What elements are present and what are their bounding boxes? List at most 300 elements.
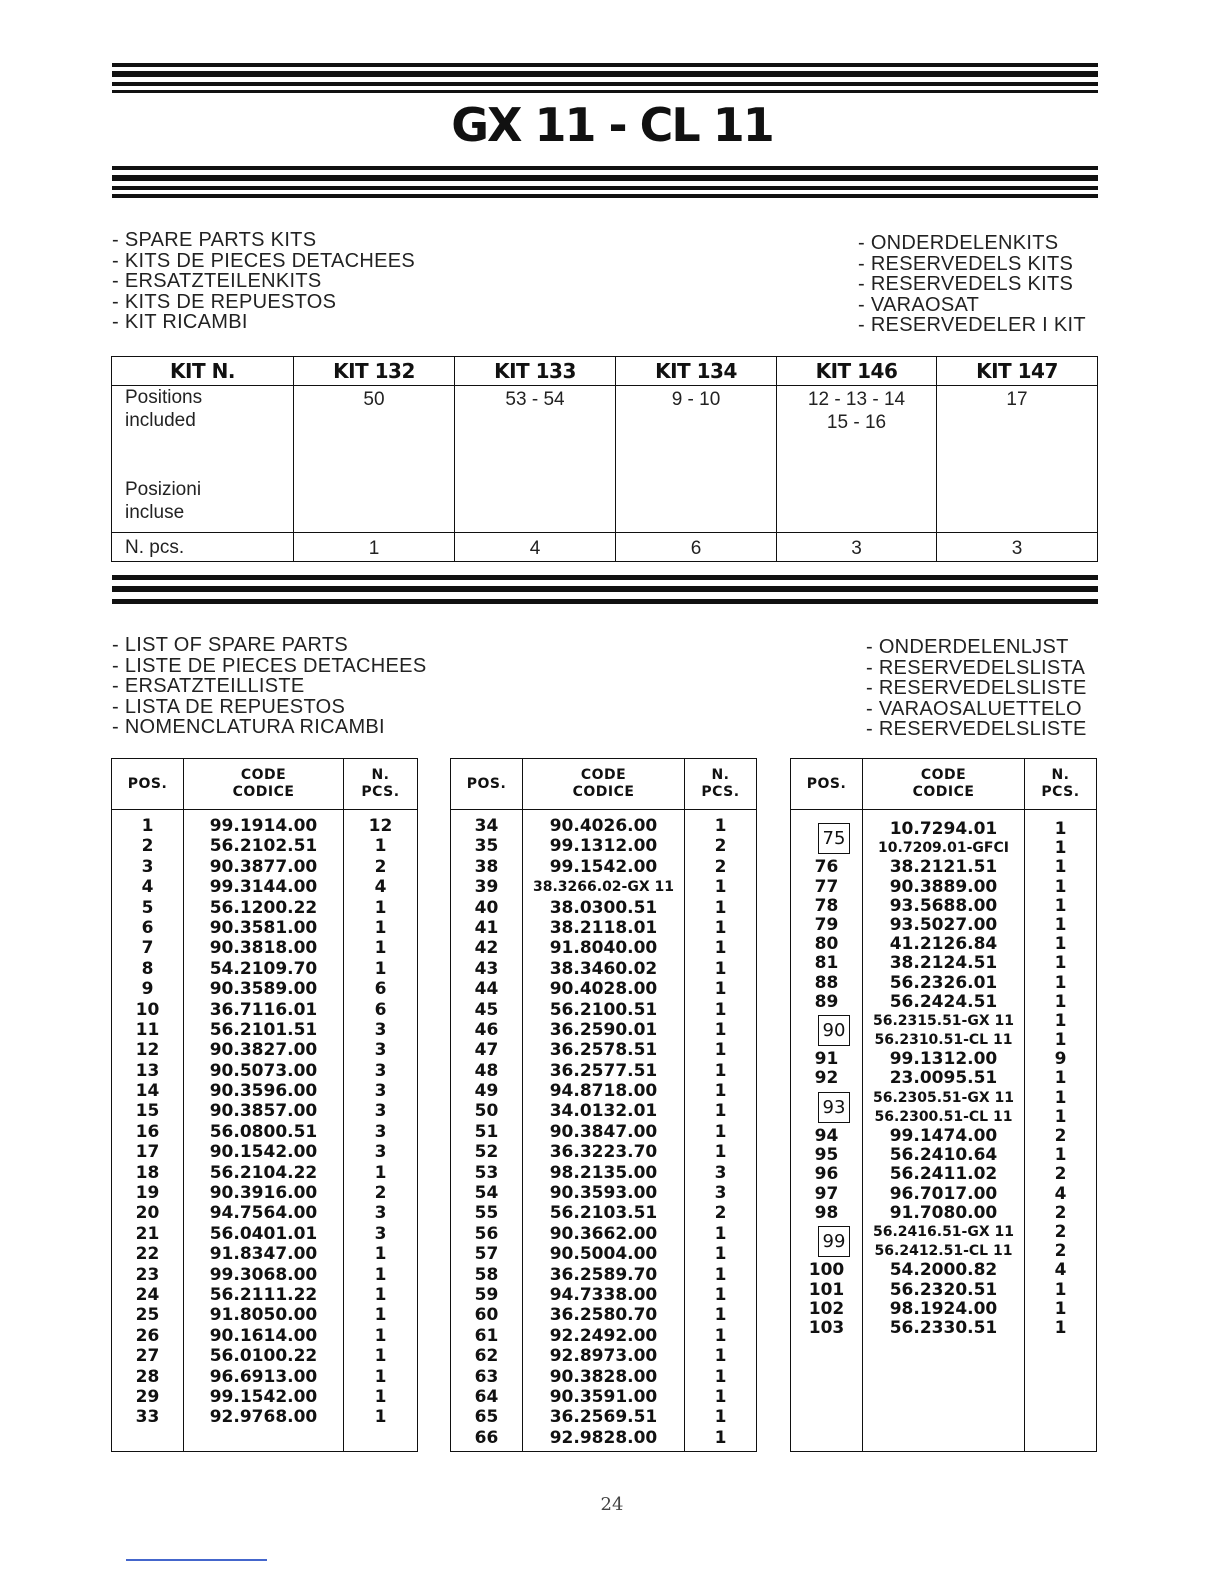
kit-header: KIT 134	[616, 357, 777, 386]
top-rule-4	[112, 90, 1098, 93]
part-pos: 51	[474, 1121, 499, 1142]
part-pcs: 1	[714, 1366, 727, 1387]
part-code: 90.4028.00	[549, 979, 658, 1000]
part-pos: 22	[135, 1244, 160, 1265]
part-pos: 54	[474, 1183, 499, 1204]
pos-column	[451, 810, 523, 1452]
part-code: 56.2315.51-GX 11	[872, 1012, 1015, 1029]
part-code: 38.3460.02	[549, 958, 658, 979]
part-pos: 102	[808, 1298, 845, 1319]
part-code: 90.4026.00	[549, 816, 658, 836]
part-pos: 39	[474, 877, 499, 898]
part-pos: 25	[135, 1305, 160, 1326]
part-pcs: 1	[714, 917, 727, 938]
part-pos: 4	[141, 877, 154, 898]
part-pcs: 1	[714, 1407, 727, 1428]
part-pcs: 3	[714, 1162, 727, 1183]
part-pos: 97	[814, 1183, 839, 1204]
kit-positions: 17	[937, 386, 1098, 533]
part-pcs: 1	[714, 1081, 727, 1102]
part-code: 94.7338.00	[549, 1284, 658, 1305]
part-code: 56.2103.51	[549, 1203, 658, 1224]
part-pos: 7	[141, 938, 154, 959]
part-pcs: 1	[1054, 1087, 1067, 1108]
part-pos: 62	[474, 1346, 499, 1367]
part-pcs: 3	[374, 1121, 387, 1142]
parts-table-2	[450, 758, 757, 1452]
part-code: 36.2578.51	[549, 1040, 658, 1061]
part-pcs: 1	[374, 897, 387, 918]
kit-header-label: KIT N.	[112, 357, 294, 386]
part-code: 56.2326.01	[889, 972, 998, 993]
part-pcs: 1	[714, 1101, 727, 1122]
part-pcs: 3	[374, 1223, 387, 1244]
pos-box: 75	[818, 823, 850, 854]
top-rule-1	[112, 63, 1098, 67]
part-pos: 21	[135, 1223, 160, 1244]
part-code: 36.2569.51	[549, 1407, 658, 1428]
part-pos: 19	[135, 1183, 160, 1204]
part-pos: 95	[814, 1145, 839, 1166]
part-pcs: 1	[1054, 972, 1067, 993]
part-code: 90.3593.00	[549, 1183, 658, 1204]
part-code: 90.5073.00	[209, 1060, 318, 1081]
pos-box: 93	[818, 1092, 850, 1123]
part-code: 56.2102.51	[209, 836, 318, 857]
part-code: 93.5688.00	[889, 895, 998, 916]
part-code: 92.8973.00	[549, 1346, 658, 1367]
part-pos: 34	[474, 816, 499, 836]
part-code: 99.1542.00	[549, 856, 658, 877]
kit-header: KIT 132	[294, 357, 455, 386]
part-pos-boxed	[791, 1089, 862, 1127]
part-pcs: 3	[374, 1060, 387, 1081]
part-code: 90.1614.00	[209, 1325, 318, 1346]
part-code: 10.7294.01	[889, 819, 998, 839]
part-code: 56.0100.22	[209, 1346, 318, 1367]
page-number: 24	[600, 1494, 624, 1515]
part-code: 99.3144.00	[209, 877, 318, 898]
part-pos: 63	[474, 1366, 499, 1387]
part-pos: 6	[141, 917, 154, 938]
part-code: 99.1474.00	[889, 1126, 998, 1146]
part-pos: 89	[814, 991, 839, 1012]
part-code: 99.1542.00	[209, 1386, 318, 1407]
part-code: 36.3223.70	[549, 1142, 658, 1163]
part-pcs: 1	[1054, 819, 1067, 839]
part-pos: 1	[141, 816, 154, 836]
part-pcs: 2	[714, 836, 727, 857]
part-pcs: 1	[374, 1244, 387, 1265]
part-pos: 44	[474, 979, 499, 1000]
part-code: 99.1312.00	[549, 836, 658, 857]
part-code: 90.3828.00	[549, 1366, 658, 1387]
part-code: 41.2126.84	[889, 934, 998, 955]
part-code: 56.1200.22	[209, 897, 318, 918]
part-code: 99.1312.00	[889, 1049, 998, 1070]
part-pcs: 1	[1054, 1145, 1067, 1166]
part-code: 56.2104.22	[209, 1162, 318, 1183]
part-pcs: 9	[1054, 1049, 1067, 1070]
part-code: 90.3591.00	[549, 1386, 658, 1407]
part-pos-boxed	[791, 1012, 862, 1050]
part-pos: 40	[474, 897, 499, 918]
code-header: CODE CODICE	[523, 759, 685, 810]
part-code: 98.1924.00	[889, 1298, 998, 1319]
part-pos: 26	[135, 1325, 160, 1346]
kit-pcs: 1	[294, 533, 455, 562]
part-pos: 58	[474, 1264, 499, 1285]
part-pcs: 1	[714, 1284, 727, 1305]
code-column	[863, 810, 1025, 1452]
part-pos: 42	[474, 938, 499, 959]
part-code: 56.2305.51-GX 11	[872, 1089, 1015, 1106]
parts-table-1	[111, 758, 418, 1452]
part-code: 38.2118.01	[549, 917, 658, 938]
part-pcs: 1	[714, 1142, 727, 1163]
part-pos: 14	[135, 1081, 160, 1102]
part-pcs: 1	[374, 1284, 387, 1305]
part-code: 54.2109.70	[209, 958, 318, 979]
part-code: 94.7564.00	[209, 1203, 318, 1224]
part-code: 96.6913.00	[209, 1366, 318, 1387]
part-code: 36.2590.01	[549, 1019, 658, 1040]
part-code: 90.3827.00	[209, 1040, 318, 1061]
part-pos: 11	[135, 1019, 160, 1040]
part-code: 90.3596.00	[209, 1081, 318, 1102]
part-pcs: 1	[714, 979, 727, 1000]
part-pcs: 3	[374, 1019, 387, 1040]
top-rule-3	[112, 82, 1098, 86]
pos-column	[112, 810, 184, 1452]
part-code: 56.2330.51	[889, 1317, 998, 1338]
pos-header: POS.	[451, 759, 523, 810]
part-pcs: 1	[1054, 1279, 1067, 1300]
part-code: 90.5004.00	[549, 1244, 658, 1265]
part-pcs: 1	[714, 958, 727, 979]
part-pos: 65	[474, 1407, 499, 1428]
part-pcs: 1	[1054, 1030, 1067, 1051]
part-pos: 2	[141, 836, 154, 857]
part-pcs: 1	[714, 1019, 727, 1040]
part-pos: 80	[814, 934, 839, 955]
part-pcs: 1	[1054, 876, 1067, 897]
part-code: 90.3877.00	[209, 856, 318, 877]
kit-positions: 53 - 54	[455, 386, 616, 533]
pcs-header: N. PCS.	[1025, 759, 1097, 810]
part-pcs: 1	[374, 1366, 387, 1387]
part-pcs: 1	[714, 897, 727, 918]
footer-link-underline	[126, 1559, 267, 1561]
part-pos: 23	[135, 1264, 160, 1285]
part-pcs: 1	[714, 1305, 727, 1326]
part-pos: 9	[141, 979, 154, 1000]
part-pcs: 6	[374, 979, 387, 1000]
part-pcs: 1	[374, 958, 387, 979]
part-pcs: 1	[1054, 895, 1067, 916]
part-code: 90.3857.00	[209, 1101, 318, 1122]
part-pos: 91	[814, 1049, 839, 1070]
part-code: 92.9828.00	[549, 1427, 658, 1448]
part-code: 56.2101.51	[209, 1019, 318, 1040]
part-code: 90.3916.00	[209, 1183, 318, 1204]
title-rule-1	[112, 166, 1098, 170]
part-pcs: 3	[714, 1183, 727, 1204]
part-pos: 49	[474, 1081, 499, 1102]
part-pos: 101	[808, 1279, 845, 1300]
part-pcs: 1	[1054, 857, 1067, 878]
part-pos: 47	[474, 1040, 499, 1061]
part-pos: 41	[474, 917, 499, 938]
part-pos: 77	[814, 876, 839, 897]
part-pos: 92	[814, 1068, 839, 1089]
pos-box: 99	[818, 1226, 850, 1257]
part-code: 90.3818.00	[209, 938, 318, 959]
part-code: 93.5027.00	[889, 914, 998, 935]
title-rule-3	[112, 186, 1098, 190]
part-code: 56.0401.01	[209, 1223, 318, 1244]
part-code: 90.3581.00	[209, 917, 318, 938]
part-pos: 76	[814, 857, 839, 878]
part-pcs: 1	[374, 1346, 387, 1367]
part-pos: 27	[135, 1346, 160, 1367]
part-code: 56.2424.51	[889, 991, 998, 1012]
part-code: 91.8040.00	[549, 938, 658, 959]
part-pos: 48	[474, 1060, 499, 1081]
part-code: 90.3889.00	[889, 876, 998, 897]
part-pos: 17	[135, 1142, 160, 1163]
part-code: 92.2492.00	[549, 1325, 658, 1346]
part-pcs: 4	[1054, 1260, 1067, 1281]
part-pcs: 1	[714, 1244, 727, 1265]
part-pcs: 2	[1054, 1202, 1067, 1223]
kit-header: KIT 146	[777, 357, 937, 386]
part-pos: 88	[814, 972, 839, 993]
part-code: 56.0800.51	[209, 1121, 318, 1142]
part-pcs: 4	[1054, 1183, 1067, 1204]
positions-label-en: Positions included	[125, 387, 203, 431]
part-pcs: 12	[368, 816, 393, 836]
part-code: 38.3266.02-GX 11	[532, 879, 675, 896]
part-pos: 100	[808, 1260, 845, 1281]
part-code: 98.2135.00	[549, 1162, 658, 1183]
positions-label-cell	[112, 386, 294, 533]
kit-pcs: 3	[777, 533, 937, 562]
title-rule-2	[112, 175, 1098, 181]
part-code: 90.3662.00	[549, 1223, 658, 1244]
pcs-header: N. PCS.	[685, 759, 757, 810]
part-code: 94.8718.00	[549, 1081, 658, 1102]
part-pos: 10	[135, 999, 160, 1020]
part-pcs: 1	[374, 1264, 387, 1285]
code-header: CODE CODICE	[863, 759, 1025, 810]
code-header: CODE CODICE	[184, 759, 344, 810]
part-pos: 8	[141, 958, 154, 979]
part-pos: 50	[474, 1101, 499, 1122]
part-pcs: 1	[1054, 1010, 1067, 1031]
part-pos-boxed	[791, 1223, 862, 1261]
part-pos: 43	[474, 958, 499, 979]
part-pcs: 2	[714, 856, 727, 877]
part-pcs: 2	[374, 1183, 387, 1204]
part-code: 36.2580.70	[549, 1305, 658, 1326]
part-pos: 46	[474, 1019, 499, 1040]
part-pcs: 1	[1054, 1068, 1067, 1089]
part-pos: 3	[141, 856, 154, 877]
part-pos: 60	[474, 1305, 499, 1326]
part-code: 56.2310.51-CL 11	[874, 1032, 1013, 1049]
pcs-label: N. pcs.	[112, 533, 294, 562]
part-pos: 52	[474, 1142, 499, 1163]
part-pos: 45	[474, 999, 499, 1020]
mid-rule-3	[112, 599, 1098, 604]
part-pos: 59	[474, 1284, 499, 1305]
part-pos: 53	[474, 1162, 499, 1183]
part-code: 91.8050.00	[209, 1305, 318, 1326]
part-code: 90.3589.00	[209, 979, 318, 1000]
part-code: 56.2411.02	[889, 1164, 998, 1185]
parts-heading-left: - LIST OF SPARE PARTS - LISTE DE PIECES DETACHEES - ERSATZTEILLISTE - LISTA DE REPUESTOS - NOMENCLATURA RICAMBI	[112, 634, 427, 738]
part-pos: 57	[474, 1244, 499, 1265]
mid-rule-1	[112, 575, 1098, 580]
part-pos: 28	[135, 1366, 160, 1387]
part-pcs: 1	[714, 877, 727, 898]
part-pcs: 2	[374, 856, 387, 877]
part-code: 56.2100.51	[549, 999, 658, 1020]
part-pcs: 2	[714, 1203, 727, 1224]
kit-pcs: 4	[455, 533, 616, 562]
part-code: 99.3068.00	[209, 1264, 318, 1285]
kits-heading-right: - ONDERDELENKITS - RESERVEDELS KITS - RESERVEDELS KITS - VARAOSAT - RESERVEDELER I KIT	[858, 232, 1086, 336]
part-code: 36.2589.70	[549, 1264, 658, 1285]
part-pcs: 1	[374, 1305, 387, 1326]
page-title: GX 11 - CL 11	[451, 98, 773, 152]
part-code: 56.2412.51-CL 11	[874, 1243, 1013, 1260]
parts-table-3	[790, 758, 1097, 1452]
part-pos: 61	[474, 1325, 499, 1346]
pcs-column	[685, 810, 757, 1452]
part-pos: 29	[135, 1386, 160, 1407]
kit-positions: 50	[294, 386, 455, 533]
part-pcs: 2	[1054, 1221, 1067, 1242]
part-pos: 38	[474, 856, 499, 877]
part-code: 56.2300.51-CL 11	[874, 1108, 1013, 1125]
part-pos: 64	[474, 1386, 499, 1407]
part-pcs: 1	[714, 1264, 727, 1285]
part-code: 36.7116.01	[209, 999, 318, 1020]
part-code: 38.0300.51	[549, 897, 658, 918]
kit-header: KIT 133	[455, 357, 616, 386]
part-pos: 96	[814, 1164, 839, 1185]
part-pos-boxed	[791, 820, 862, 858]
part-pcs: 2	[1054, 1126, 1067, 1146]
part-pcs: 2	[1054, 1164, 1067, 1185]
part-pos: 55	[474, 1203, 499, 1224]
part-pos: 66	[474, 1427, 499, 1448]
part-pcs: 1	[1054, 838, 1067, 859]
part-code: 38.2124.51	[889, 953, 998, 974]
part-pos: 103	[808, 1317, 845, 1338]
part-pos: 18	[135, 1162, 160, 1183]
part-pcs: 1	[714, 1386, 727, 1407]
part-pcs: 1	[374, 938, 387, 959]
part-pcs: 1	[714, 1325, 727, 1346]
pos-header: POS.	[112, 759, 184, 810]
part-pcs: 1	[374, 1325, 387, 1346]
part-pcs: 3	[374, 1142, 387, 1163]
part-code: 56.2416.51-GX 11	[872, 1223, 1015, 1240]
pos-box: 90	[818, 1015, 850, 1046]
part-pcs: 3	[374, 1203, 387, 1224]
kit-header: KIT 147	[937, 357, 1098, 386]
part-pcs: 1	[714, 1060, 727, 1081]
top-rule-2	[112, 71, 1098, 77]
part-pos: 98	[814, 1202, 839, 1223]
part-pcs: 3	[374, 1081, 387, 1102]
part-code: 54.2000.82	[889, 1260, 998, 1281]
part-pcs: 1	[374, 836, 387, 857]
part-pcs: 1	[1054, 1106, 1067, 1127]
kit-positions: 9 - 10	[616, 386, 777, 533]
part-code: 56.2320.51	[889, 1279, 998, 1300]
part-pos: 20	[135, 1203, 160, 1224]
part-code: 91.7080.00	[889, 1202, 998, 1223]
kit-pcs: 3	[937, 533, 1098, 562]
pcs-column	[344, 810, 418, 1452]
part-pos: 5	[141, 897, 154, 918]
part-pcs: 1	[374, 917, 387, 938]
part-pos: 13	[135, 1060, 160, 1081]
part-code: 91.8347.00	[209, 1244, 318, 1265]
part-pcs: 1	[1054, 934, 1067, 955]
part-code: 56.2410.64	[889, 1145, 998, 1166]
part-pos: 12	[135, 1040, 160, 1061]
part-pcs: 1	[1054, 914, 1067, 935]
part-pcs: 1	[714, 1223, 727, 1244]
part-code: 96.7017.00	[889, 1183, 998, 1204]
part-code: 92.9768.00	[209, 1407, 318, 1428]
part-pos: 24	[135, 1284, 160, 1305]
pcs-column	[1025, 810, 1097, 1452]
part-pcs: 1	[714, 1427, 727, 1448]
part-pos: 78	[814, 895, 839, 916]
code-column	[184, 810, 344, 1452]
title-rule-4	[112, 194, 1098, 198]
code-column	[523, 810, 685, 1452]
part-pcs: 1	[714, 1040, 727, 1061]
part-pos: 15	[135, 1101, 160, 1122]
part-code: 34.0132.01	[549, 1101, 658, 1122]
part-pos: 16	[135, 1121, 160, 1142]
part-pos: 81	[814, 953, 839, 974]
part-pcs: 1	[1054, 991, 1067, 1012]
part-pcs: 1	[1054, 1298, 1067, 1319]
part-pos: 79	[814, 914, 839, 935]
part-pcs: 1	[714, 999, 727, 1020]
part-pcs: 1	[714, 1346, 727, 1367]
part-pcs: 1	[374, 1162, 387, 1183]
part-pcs: 1	[1054, 1317, 1067, 1338]
kit-pcs: 6	[616, 533, 777, 562]
part-pos: 33	[135, 1407, 160, 1428]
part-pcs: 4	[374, 877, 387, 898]
part-code: 10.7209.01-GFCI	[878, 840, 1009, 857]
parts-heading-right: - ONDERDELENLJST - RESERVEDELSLISTA - RESERVEDELSLISTE - VARAOSALUETTELO - RESERVEDELSLISTE	[866, 636, 1087, 740]
pos-column	[791, 810, 863, 1452]
part-pcs: 1	[374, 1386, 387, 1407]
part-pos: 56	[474, 1223, 499, 1244]
part-code: 23.0095.51	[889, 1068, 998, 1089]
